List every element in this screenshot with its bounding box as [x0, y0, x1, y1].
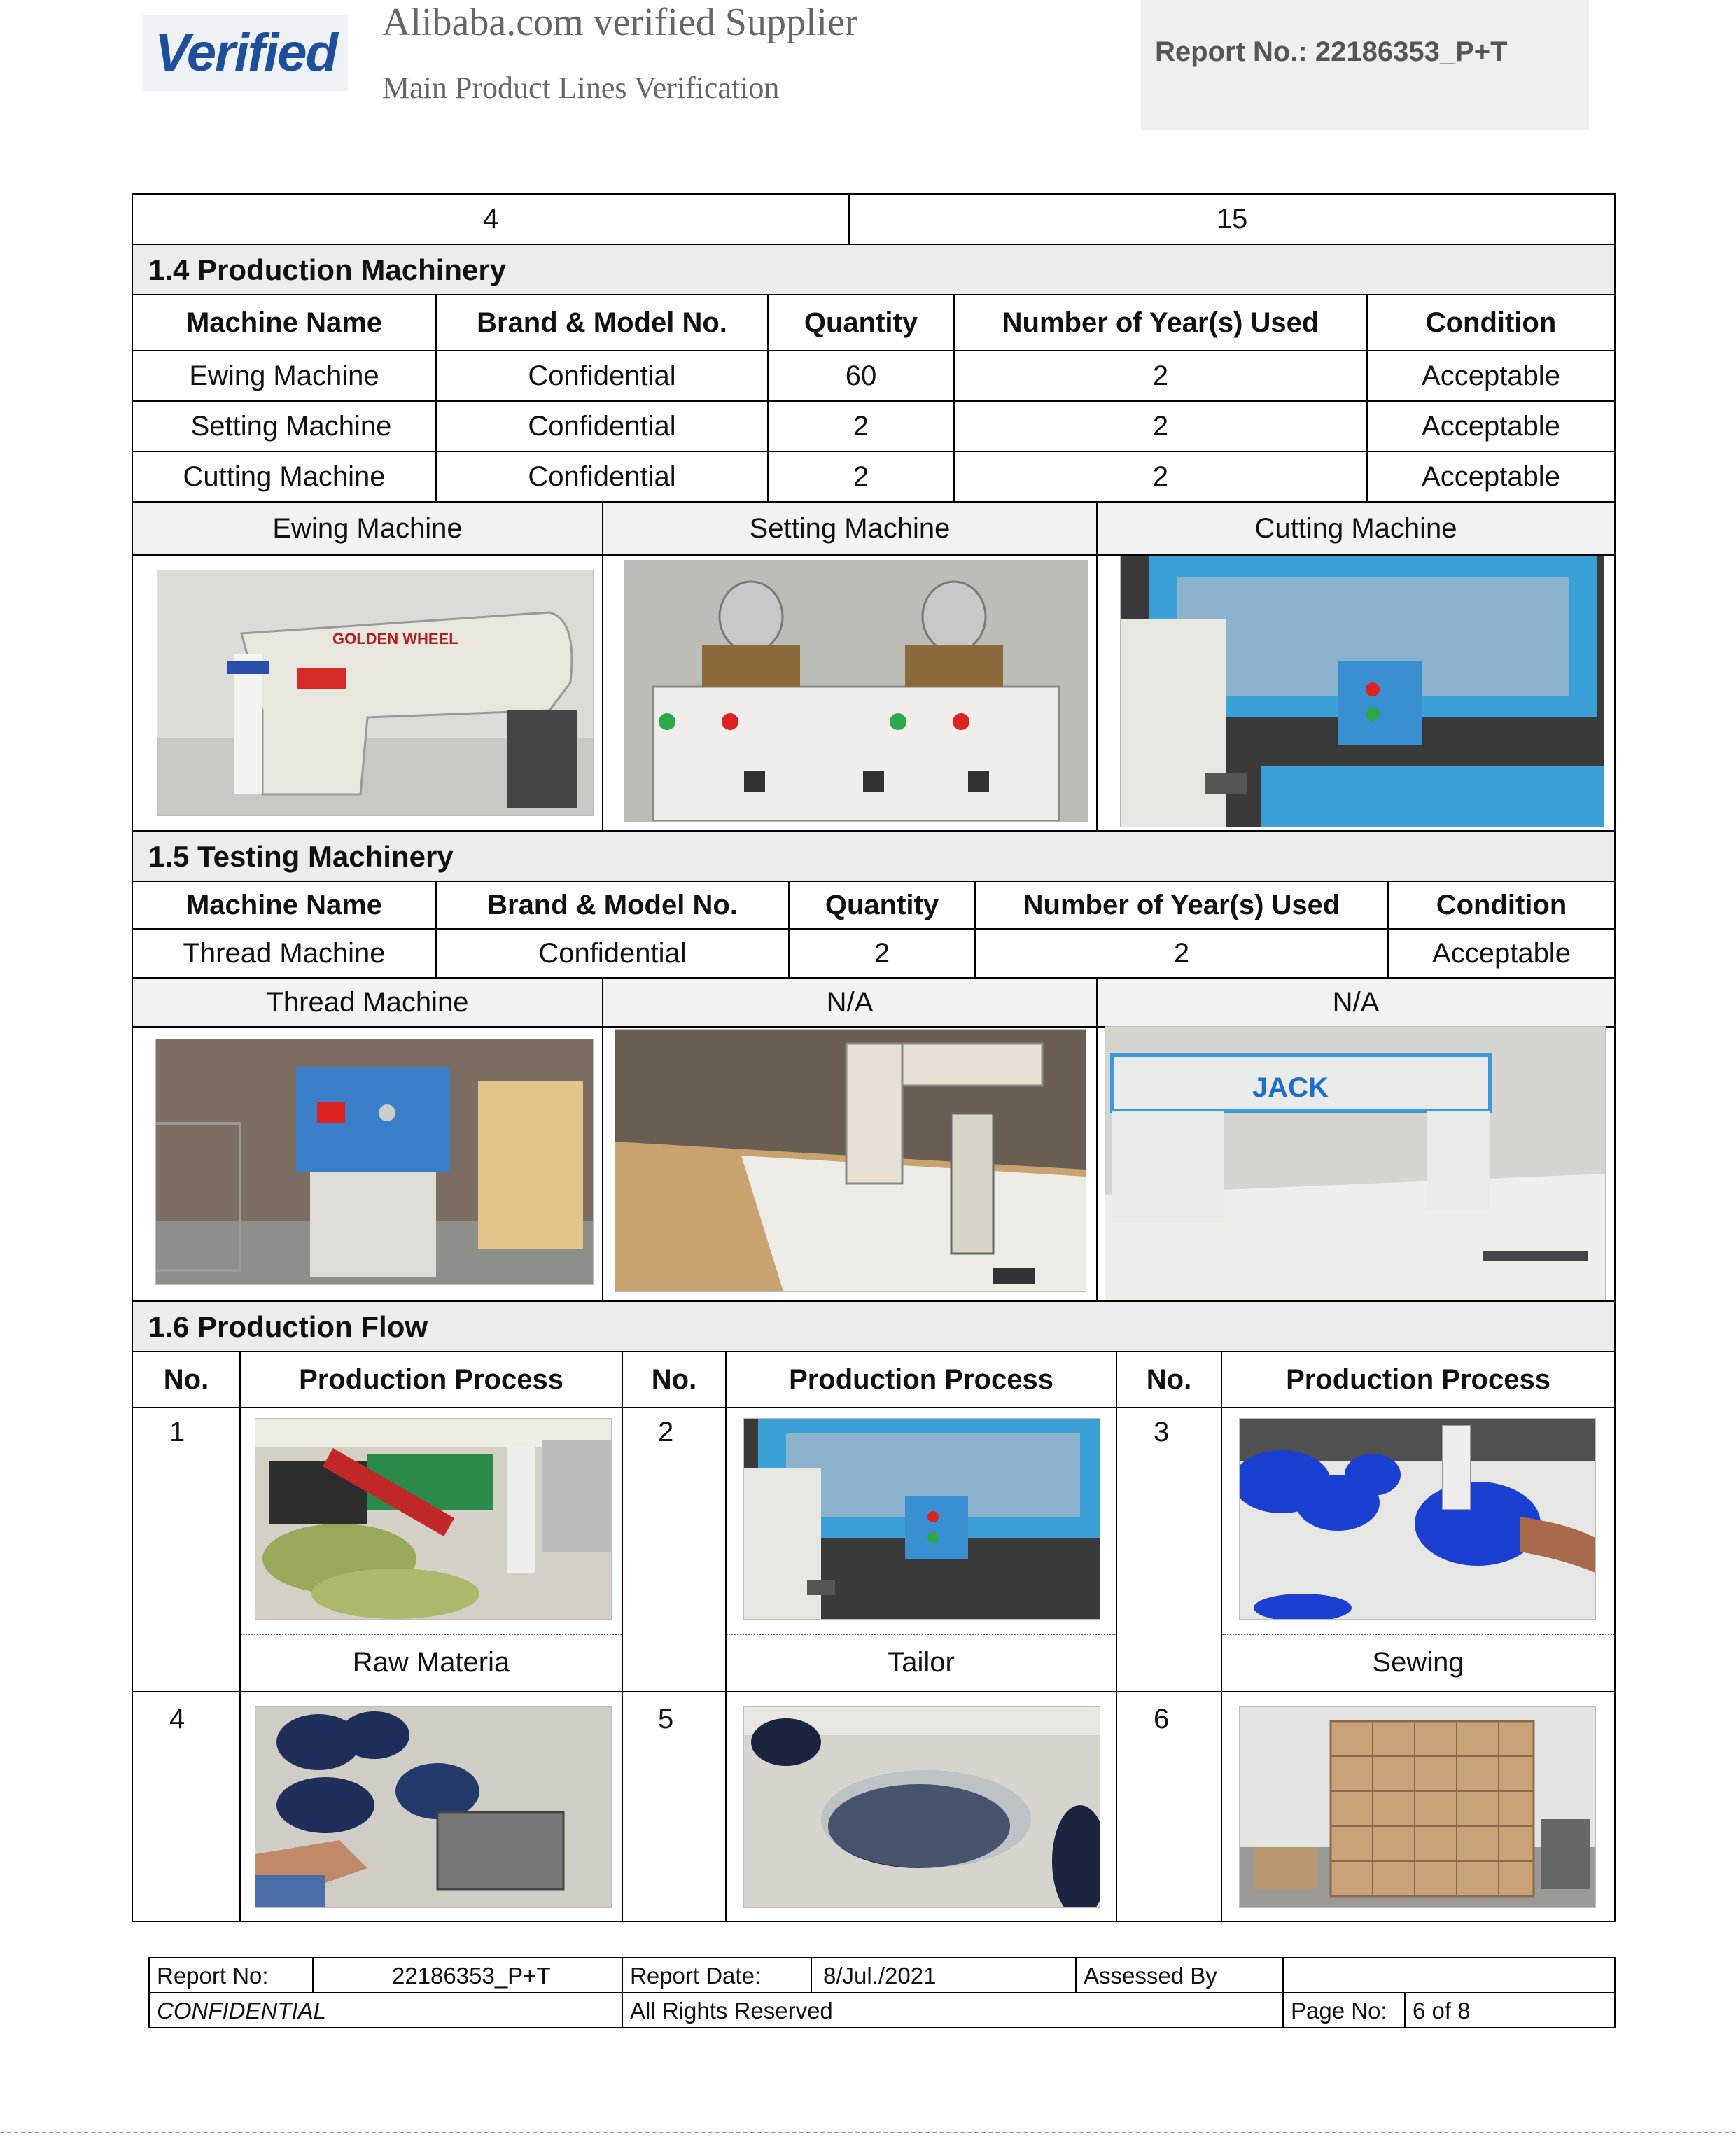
step-number: 4 — [169, 1704, 186, 1734]
table-cell: Confidential — [528, 410, 676, 442]
col-machine-name: Machine Name — [186, 307, 383, 338]
tailor-photo — [743, 1418, 1100, 1620]
footer-page-label: Page No: — [1291, 1998, 1387, 2024]
col-brand-model: Brand & Model No. — [477, 307, 727, 338]
table-cell: Cutting Machine — [183, 461, 386, 492]
table-cell: Confidential — [538, 937, 687, 969]
footer-report-date-label: Report Date: — [630, 1963, 762, 1989]
step-number: 5 — [658, 1704, 674, 1734]
svg-text:GOLDEN WHEEL: GOLDEN WHEEL — [332, 630, 458, 647]
table-cell: 2 — [853, 461, 869, 492]
table-cell: Ewing Machine — [189, 360, 379, 391]
top-row-right: 15 — [1216, 203, 1248, 234]
table-cell: Acceptable — [1422, 360, 1560, 391]
table-cell: 2 — [874, 937, 890, 969]
footer-confidential: CONFIDENTIAL — [157, 1998, 327, 2024]
section-production-machinery — [133, 245, 1614, 294]
step-number: 6 — [1154, 1704, 1170, 1734]
col-process: Production Process — [1286, 1363, 1550, 1395]
sewing-photo — [1239, 1418, 1596, 1620]
table-cell: Setting Machine — [190, 410, 392, 442]
table-cell: Confidential — [528, 360, 676, 391]
process-label: Raw Materia — [352, 1646, 510, 1678]
report-number: Report No.: 22186353_P+T — [1155, 36, 1508, 67]
step-number: 3 — [1154, 1417, 1170, 1447]
na-photo-1 — [615, 1029, 1086, 1292]
col-years-used: Number of Year(s) Used — [1002, 307, 1320, 338]
cutting-machine-photo — [1120, 556, 1604, 827]
process-label: Tailor — [888, 1646, 955, 1678]
table-cell: Thread Machine — [183, 937, 386, 969]
step-number: 2 — [658, 1417, 674, 1447]
col-brand-model: Brand & Model No. — [487, 889, 738, 920]
process-5-photo — [743, 1706, 1100, 1908]
col-condition: Condition — [1425, 307, 1557, 338]
col-quantity: Quantity — [804, 307, 918, 338]
process-label: Sewing — [1372, 1646, 1464, 1678]
page-bottom-divider — [0, 2132, 1736, 2133]
table-cell: Acceptable — [1422, 410, 1560, 442]
photo-caption: N/A — [1332, 986, 1380, 1018]
col-no: No. — [651, 1363, 697, 1395]
col-years-used: Number of Year(s) Used — [1023, 889, 1340, 920]
footer-assessed-by-label: Assessed By — [1084, 1963, 1217, 1989]
photo-caption: Ewing Machine — [272, 512, 463, 544]
table-cell: 2 — [1152, 461, 1169, 492]
raw-material-photo — [255, 1418, 612, 1620]
header-subtitle: Main Product Lines Verification — [382, 71, 780, 105]
table-cell: 2 — [853, 410, 869, 442]
step-number: 1 — [169, 1417, 186, 1447]
process-4-photo — [255, 1706, 612, 1908]
section-title: 1.5 Testing Machinery — [148, 840, 454, 873]
table-cell: 2 — [1152, 410, 1169, 442]
photo-caption: Setting Machine — [749, 512, 951, 544]
setting-machine-photo — [624, 560, 1088, 822]
na-photo-2 — [1105, 1026, 1606, 1300]
footer-report-no: 22186353_P+T — [392, 1963, 551, 1989]
verified-logo — [144, 15, 348, 91]
table-cell: 2 — [1173, 937, 1190, 969]
col-process: Production Process — [299, 1363, 564, 1395]
svg-text:JACK: JACK — [1252, 1072, 1329, 1103]
header-title: Alibaba.com verified Supplier — [382, 1, 858, 44]
photo-caption: Thread Machine — [266, 986, 469, 1018]
section-testing-machinery — [133, 832, 1614, 881]
process-6-photo — [1239, 1706, 1596, 1908]
footer-report-date: 8/Jul./2021 — [823, 1963, 937, 1989]
table-cell: Confidential — [528, 461, 676, 492]
col-condition: Condition — [1436, 889, 1567, 920]
section-title: 1.4 Production Machinery — [148, 253, 507, 286]
thread-machine-photo — [155, 1039, 594, 1285]
col-no: No. — [163, 1363, 209, 1395]
col-no: No. — [1146, 1363, 1192, 1395]
table-cell: 60 — [845, 360, 877, 391]
top-row-left: 4 — [482, 203, 499, 234]
photo-caption: Cutting Machine — [1254, 512, 1457, 544]
footer-rights: All Rights Reserved — [630, 1998, 833, 2024]
table-cell: 2 — [1152, 360, 1169, 391]
table-cell: Acceptable — [1432, 937, 1571, 969]
section-title: 1.6 Production Flow — [148, 1310, 428, 1343]
section-production-flow — [133, 1302, 1614, 1351]
photo-caption: N/A — [826, 986, 874, 1018]
report-number-box — [1141, 0, 1589, 130]
col-quantity: Quantity — [825, 889, 939, 920]
col-process: Production Process — [789, 1363, 1054, 1395]
table-cell: Acceptable — [1422, 461, 1560, 492]
col-machine-name: Machine Name — [186, 889, 383, 920]
footer-report-no-label: Report No: — [157, 1963, 269, 1989]
footer-page-number: 6 of 8 — [1413, 1998, 1471, 2024]
logo-text: Verified — [155, 23, 337, 83]
ewing-machine-photo — [157, 570, 594, 816]
